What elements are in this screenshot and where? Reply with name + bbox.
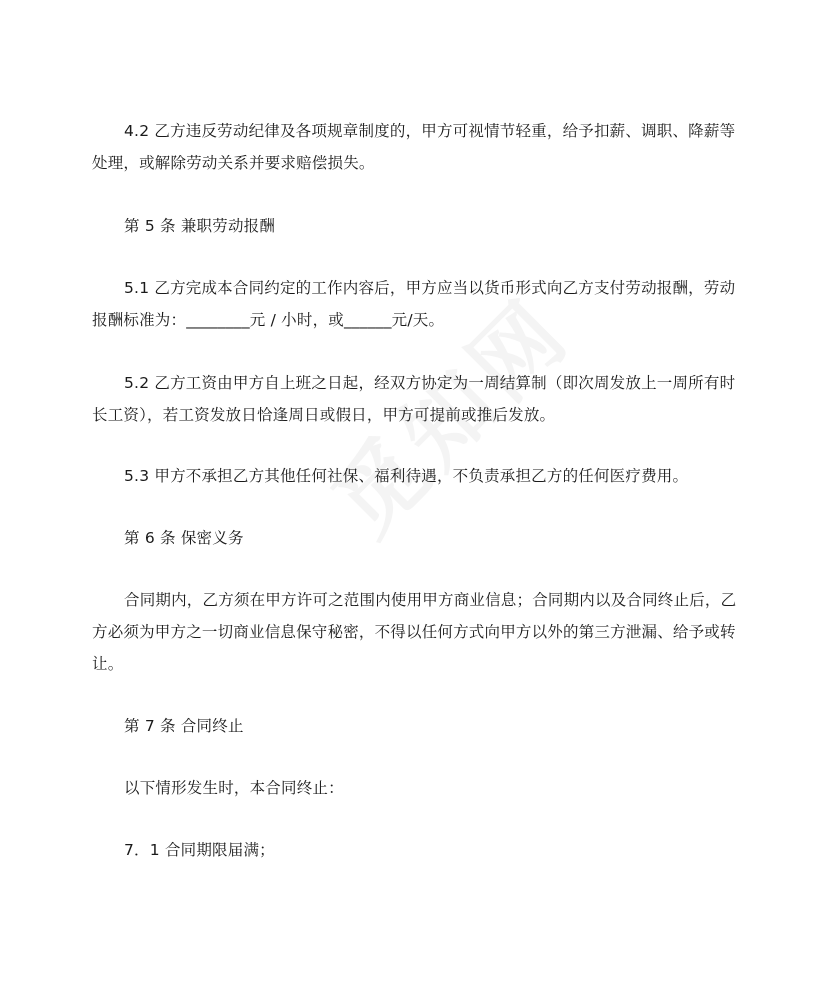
- article-6-heading: 第 6 条 保密义务: [124, 529, 244, 547]
- clause-4-2: 4.2 乙方违反劳动纪律及各项规章制度的，甲方可视情节轻重，给予扣薪、调职、降薪等处理，或解除劳动关系并要求赔偿损失。: [92, 122, 736, 172]
- clause-5-1: 5.1 乙方完成本合同约定的工作内容后，甲方应当以货币形式向乙方支付劳动报酬，劳动报酬标准为：________元 / 小时，或______元/天。: [92, 279, 736, 329]
- clause-5-2: 5.2 乙方工资由甲方自上班之日起，经双方协定为一周结算制（即次周发放上一周所有时长工资），若工资发放日恰逢周日或假日，甲方可提前或推后发放。: [92, 374, 736, 424]
- clause-6-body: 合同期内，乙方须在甲方许可之范围内使用甲方商业信息；合同期内以及合同终止后，乙方必须为甲方之一切商业信息保守秘密，不得以任何方式向甲方以外的第三方泄漏、给予或转让。: [92, 591, 737, 673]
- clause-7-1: 7．1 合同期限届满；: [124, 841, 275, 859]
- article-7-heading: 第 7 条 合同终止: [124, 717, 244, 735]
- clause-7-intro: 以下情形发生时，本合同终止：: [124, 779, 344, 797]
- clause-5-3: 5.3 甲方不承担乙方其他任何社保、福利待遇，不负责承担乙方的任何医疗费用。: [124, 467, 689, 485]
- article-5-heading: 第 5 条 兼职劳动报酬: [124, 217, 276, 235]
